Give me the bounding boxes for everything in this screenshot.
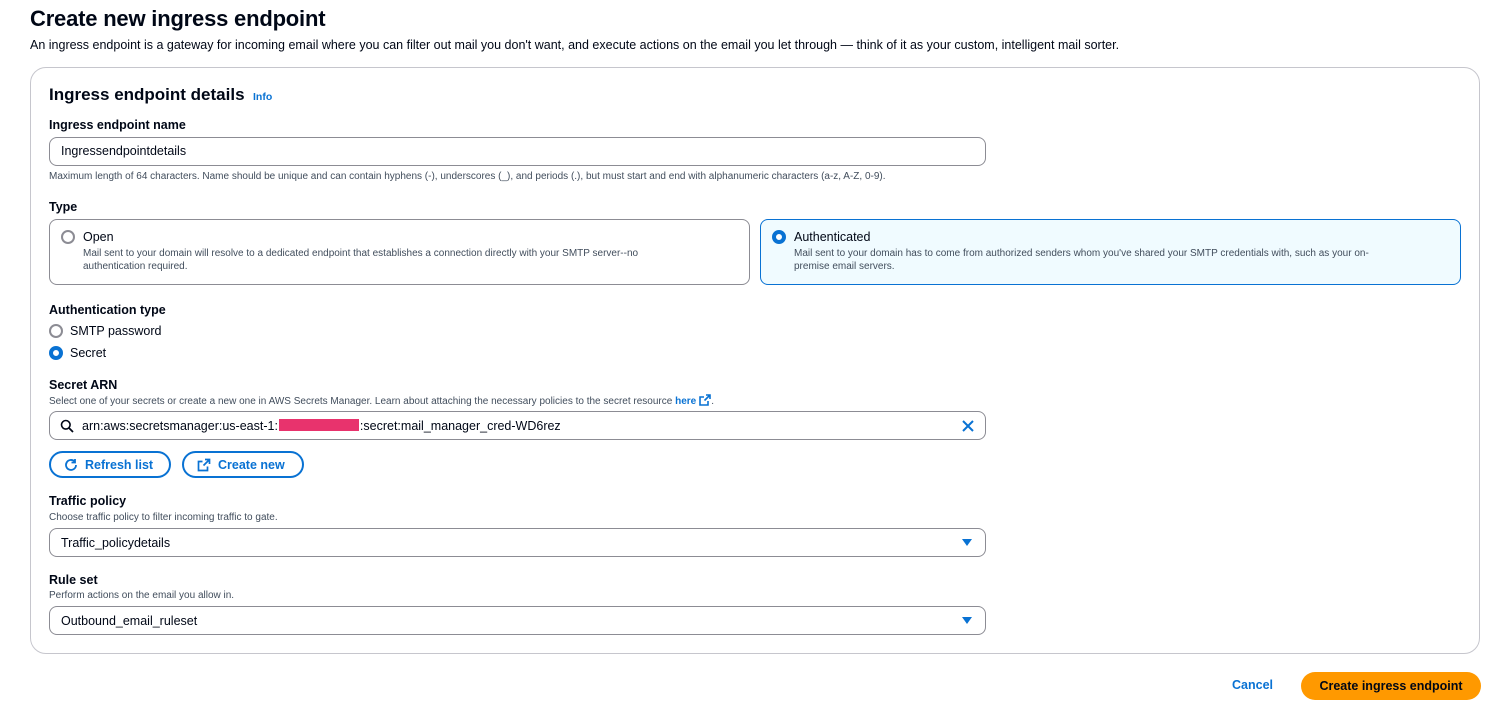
open-label: Open: [83, 230, 114, 244]
auth-type-label: Authentication type: [49, 303, 166, 317]
smtp-password-label: SMTP password: [70, 324, 162, 338]
secret-arn-input[interactable]: [49, 411, 986, 440]
secret-arn-help: [49, 394, 714, 407]
endpoint-name-constraint: Maximum length of 64 characters. Name should be unique and can contain hyphens (-), underscores (_), and periods (.), but must start and end with alphanumeric characters (a-z, A-Z, 0-9).: [49, 171, 886, 182]
rule-set-label: Rule set: [49, 573, 98, 587]
secret-arn-help-suffix: .: [711, 396, 714, 407]
endpoint-name-value: Ingressendpointdetails: [61, 144, 187, 158]
endpoint-name-label: Ingress endpoint name: [49, 118, 186, 132]
here-link[interactable]: here: [675, 396, 697, 407]
rule-set-value: Outbound_email_ruleset: [61, 614, 198, 628]
info-link[interactable]: Info: [253, 91, 273, 103]
clear-icon[interactable]: [961, 419, 975, 433]
authenticated-description-line1: Mail sent to your domain has to come from authorized senders whom you've shared your SMTP credentials with, such as your on-: [794, 248, 1369, 259]
traffic-policy-label: Traffic policy: [49, 494, 127, 508]
rule-set-description: Perform actions on the email you allow in.: [49, 590, 235, 601]
traffic-policy-value: Traffic_policydetails: [61, 536, 171, 550]
type-label: Type: [49, 200, 78, 214]
smtp-password-radio[interactable]: [49, 324, 63, 338]
external-link-icon: [699, 394, 711, 406]
create-new-button[interactable]: [182, 451, 304, 478]
type-tile-open[interactable]: [49, 219, 750, 285]
caret-down-icon: [962, 617, 972, 624]
authenticated-description: [794, 247, 1369, 273]
open-radio[interactable]: [61, 230, 75, 244]
secret-arn-value-suffix: :secret:mail_manager_cred-WD6rez: [359, 419, 561, 433]
cancel-button[interactable]: Cancel: [1232, 678, 1273, 692]
rule-set-select[interactable]: [49, 606, 986, 635]
secret-arn-help-text: Select one of your secrets or create a new one in AWS Secrets Manager. Learn about attaching the necessary policies to the secret resource: [49, 396, 673, 407]
endpoint-name-input[interactable]: [49, 137, 986, 166]
open-description-line1: Mail sent to your domain will resolve to a dedicated endpoint that establishes a connection directly with your SMTP server--no: [83, 248, 639, 259]
search-icon: [60, 419, 74, 433]
refresh-icon: [64, 458, 78, 472]
refresh-list-label: Refresh list: [85, 457, 154, 472]
open-description: [83, 247, 638, 273]
secret-arn-value: [82, 419, 561, 433]
create-ingress-endpoint-button[interactable]: Create ingress endpoint: [1301, 672, 1481, 700]
redacted-account-id: [279, 419, 359, 431]
traffic-policy-description: Choose traffic policy to filter incoming traffic to gate.: [49, 512, 278, 523]
ingress-endpoint-details-panel: [30, 67, 1480, 654]
panel-title: Ingress endpoint details: [49, 85, 245, 104]
authenticated-radio[interactable]: [772, 230, 786, 244]
type-tile-authenticated[interactable]: [760, 219, 1461, 285]
secret-arn-label: Secret ARN: [49, 378, 118, 392]
secret-radio[interactable]: [49, 346, 63, 360]
traffic-policy-select[interactable]: [49, 528, 986, 557]
authenticated-description-line2: premise email servers.: [794, 261, 895, 272]
create-new-label: Create new: [218, 457, 285, 472]
page-description: An ingress endpoint is a gateway for incoming email where you can filter out mail you don't want, and execute actions on the email you let through — think of it as your custom, intelligent mail sorter.: [30, 38, 1120, 52]
secret-label: Secret: [70, 346, 107, 360]
open-description-line2: authentication required.: [83, 261, 188, 272]
secret-arn-value-prefix: arn:aws:secretsmanager:us-east-1:: [82, 419, 278, 433]
external-link-icon: [197, 458, 211, 472]
authenticated-label: Authenticated: [794, 230, 871, 244]
page-title: Create new ingress endpoint: [30, 6, 326, 31]
caret-down-icon: [962, 539, 972, 546]
refresh-list-button[interactable]: [49, 451, 171, 478]
